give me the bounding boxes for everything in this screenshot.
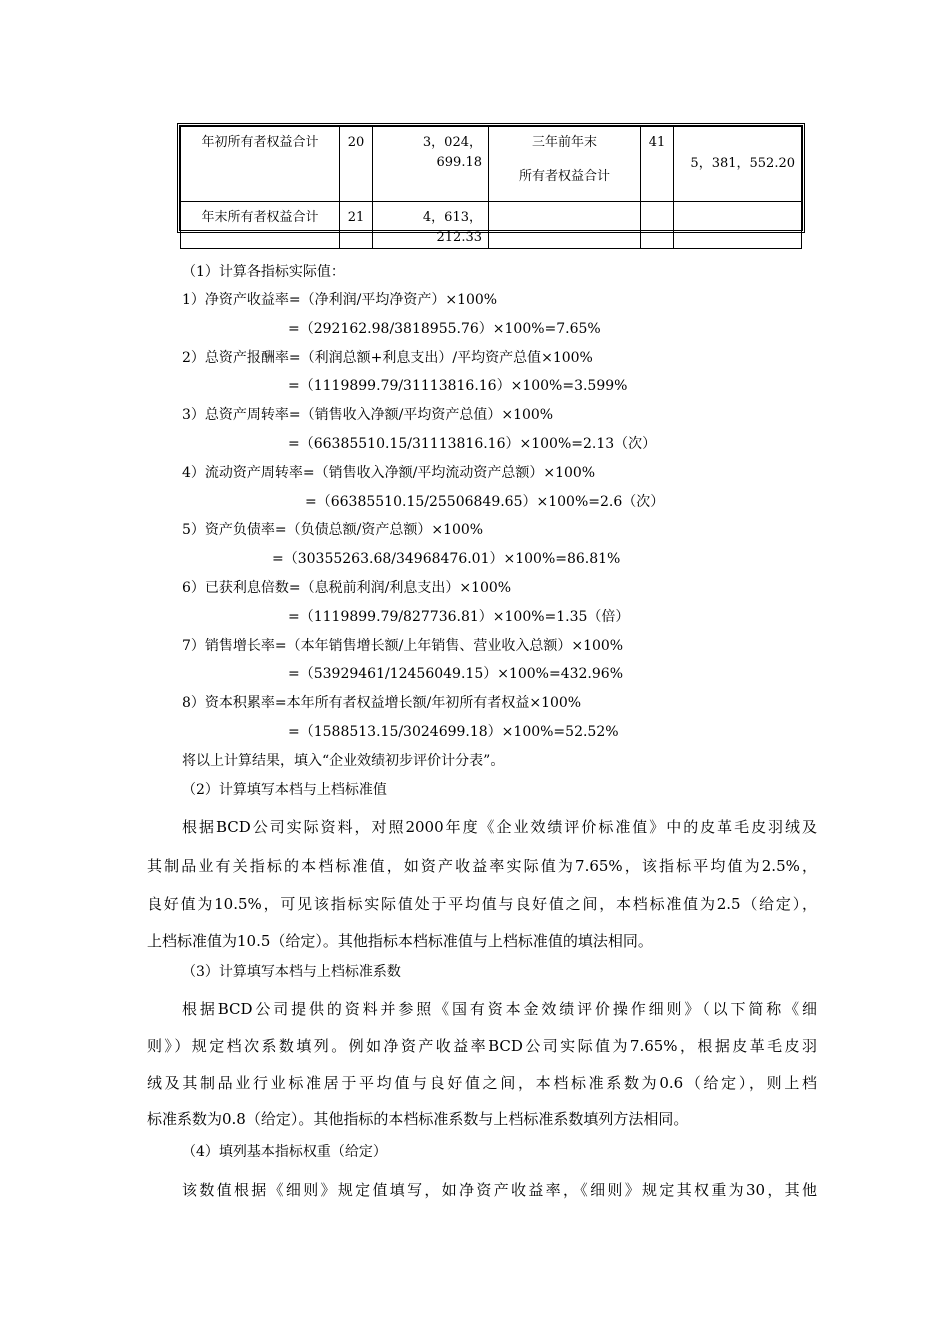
table-row bbox=[181, 202, 802, 249]
paragraph-line: 上档标准值为10.5（给定）。其他指标本档标准值与上档标准值的填法相同。 bbox=[147, 932, 653, 950]
section-heading: （4）填列基本指标权重（给定） bbox=[182, 1144, 387, 1160]
result-line: =（1119899.79/827736.81）×100%=1.35（倍） bbox=[288, 609, 630, 625]
formula-line: 1）净资产收益率=（净利润/平均净资产）×100% bbox=[182, 292, 498, 308]
row-label-2-line2: 所有者权益合计 bbox=[518, 169, 610, 184]
formula-line: 5）资产负债率=（负债总额/资产总额）×100% bbox=[182, 522, 484, 538]
row-number: 20 bbox=[340, 127, 373, 202]
row-label: 年末所有者权益合计 bbox=[181, 202, 340, 249]
row-number: 21 bbox=[340, 202, 373, 249]
result-line: =（1588513.15/3024699.18）×100%=52.52% bbox=[288, 724, 619, 740]
paragraph-line: 绒及其制品业行业标准居于平均值与良好值之间，本档标准系数为0.6（给定），则上档 bbox=[147, 1074, 817, 1092]
fill-note: 将以上计算结果，填入“企业效绩初步评价计分表”。 bbox=[182, 753, 505, 769]
result-line: =（1119899.79/31113816.16）×100%=3.599% bbox=[288, 378, 628, 394]
paragraph-line: 良好值为10.5%，可见该指标实际值处于平均值与良好值之间，本档标准值为2.5（给定）， bbox=[147, 895, 817, 913]
result-line: =（66385510.15/25506849.65）×100%=2.6（次） bbox=[305, 494, 665, 510]
row-number-2 bbox=[641, 202, 674, 249]
formula-line: 3）总资产周转率=（销售收入净额/平均资产总值）×100% bbox=[182, 407, 554, 423]
result-line: =（30355263.68/34968476.01）×100%=86.81% bbox=[272, 551, 621, 567]
formula-line: 2）总资产报酬率=（利润总额+利息支出）/平均资产总值×100% bbox=[182, 350, 593, 366]
paragraph-line: 该数值根据《细则》规定值填写，如净资产收益率，《细则》规定其权重为30，其他 bbox=[182, 1181, 817, 1199]
result-line: =（53929461/12456049.15）×100%=432.96% bbox=[288, 666, 624, 682]
row-label-2-line1: 三年前年末 bbox=[531, 135, 597, 150]
result-line: =（66385510.15/31113816.16）×100%=2.13（次） bbox=[288, 436, 657, 452]
equity-table bbox=[177, 123, 805, 245]
formula-line: 7）销售增长率=（本年销售增长额/上年销售、营业收入总额）×100% bbox=[182, 638, 624, 654]
formula-line: 6）已获利息倍数=（息税前利润/利息支出）×100% bbox=[182, 580, 512, 596]
paragraph-line: 根据BCD公司实际资料，对照2000年度《企业效绩评价标准值》中的皮革毛皮羽绒及 bbox=[182, 818, 817, 836]
table-row bbox=[181, 127, 802, 202]
row-value-2 bbox=[674, 202, 802, 249]
paragraph-line: 则》）规定档次系数填列。例如净资产收益率BCD公司实际值为7.65%，根据皮革毛皮羽 bbox=[147, 1037, 817, 1055]
row-label-2 bbox=[489, 202, 641, 249]
paragraph-line: 其制品业有关指标的本档标准值，如资产收益率实际值为7.65%，该指标平均值为2.5%， bbox=[147, 857, 817, 875]
section-heading: （2）计算填写本档与上档标准值 bbox=[182, 782, 387, 798]
row-label-2 bbox=[489, 127, 641, 202]
result-line: =（292162.98/3818955.76）×100%=7.65% bbox=[288, 321, 601, 337]
formula-line: 8）资本积累率=本年所有者权益增长额/年初所有者权益×100% bbox=[182, 695, 582, 711]
row-label: 年初所有者权益合计 bbox=[181, 127, 340, 202]
paragraph-line: 标准系数为0.8（给定）。其他指标的本档标准系数与上档标准系数填列方法相同。 bbox=[147, 1110, 689, 1128]
section-heading: （3）计算填写本档与上档标准系数 bbox=[182, 964, 401, 980]
row-number-2: 41 bbox=[641, 127, 674, 202]
row-value-2: 5，381，552.20 bbox=[674, 127, 802, 202]
formula-line: 4）流动资产周转率=（销售收入净额/平均流动资产总额）×100% bbox=[182, 465, 596, 481]
row-value: 3，024，699.18 bbox=[373, 127, 489, 202]
paragraph-line: 根据BCD公司提供的资料并参照《国有资本金效绩评价操作细则》（以下简称《细 bbox=[182, 1000, 817, 1018]
calc-heading: （1）计算各指标实际值： bbox=[182, 264, 345, 280]
row-value: 4，613，212.33 bbox=[373, 202, 489, 249]
